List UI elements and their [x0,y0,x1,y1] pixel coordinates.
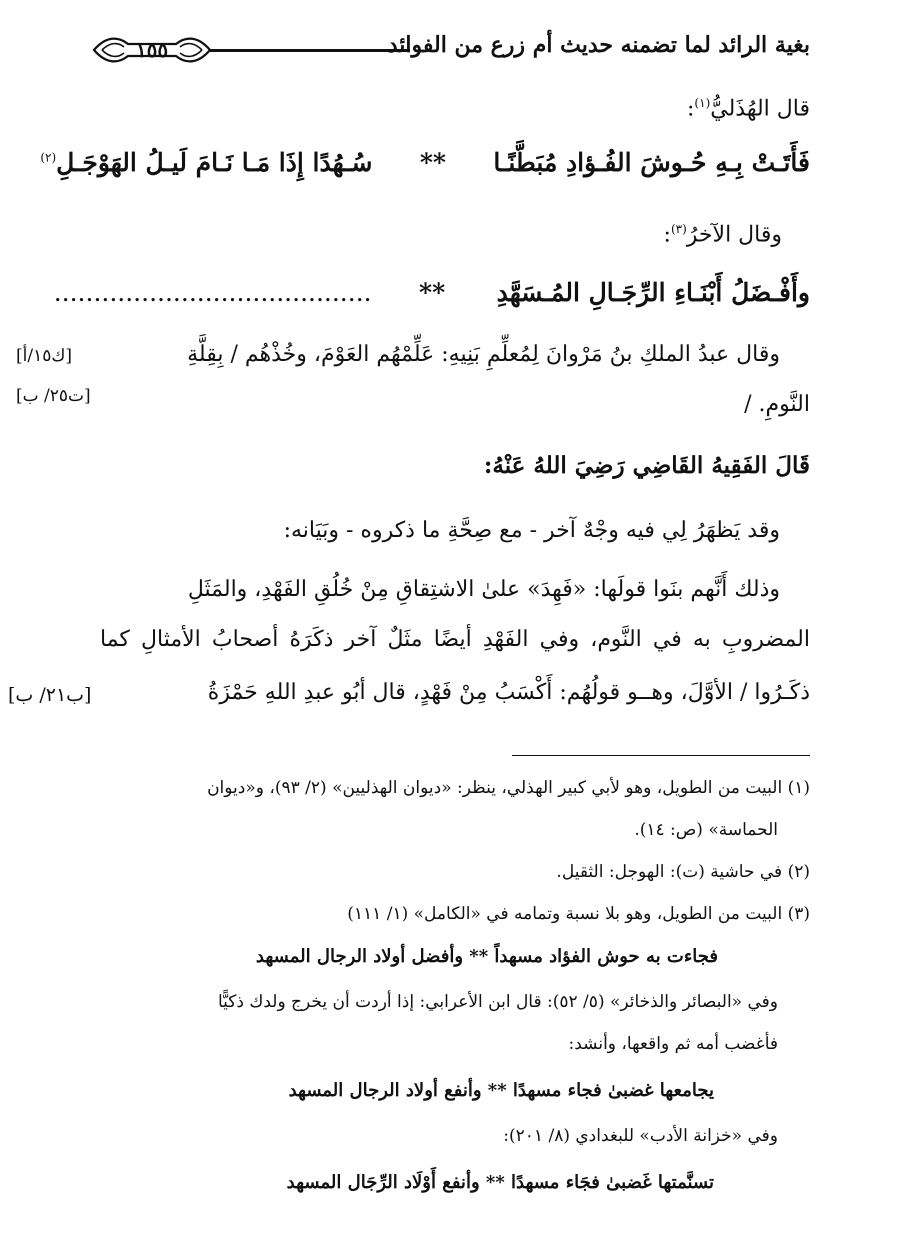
footnote-3-verse-2: يجامعها غضبىٰ فجاء مسهدًا ** وأنفع أولاد الرجال المسهد [288,1080,714,1101]
para-3-line-1: وذلك أَنَّهم بنَوا قولَها: «فَهِدَ» علىٰ الاشتِقاقِ مِنْ خُلُقِ الفَهْدِ، والمَثَلِ [187,577,780,602]
para-1-line-2: النَّومِ. / [744,392,810,417]
intro-line-1 [687,96,810,121]
section-heading: قَالَ الفَقِيهُ القَاضِي رَضِيَ اللهُ عَنْهُ: [483,452,810,479]
intro-line-2 [664,222,782,247]
verse-1-left-hemistich: سُـهُدًا إِذَا مَـا نَـامَ لَيـلُ الهَوْجَـلِ [56,148,373,177]
verse-2-separator: ** [419,278,446,307]
intro-2-text: وقال الآخرُ [686,222,782,248]
margin-ref-t: [ت٢٥/ ب] [16,386,91,406]
footnote-3-line-2: وفي «البصائر والذخائر» (٥/ ٥٢): قال ابن الأعرابي: إذا أردت أن يخرج ولدك ذكيًّا [217,992,778,1012]
footnote-2: (٢) في حاشية (ت): الهوجل: الثقيل. [556,862,810,882]
margin-ref-b: [ب٢١/ ب] [8,684,92,706]
para-1-line-1: وقال عبدُ الملكِ بنُ مَرْوانَ لِمُعلِّمِ بَنِيهِ: عَلِّمْهُم العَوْمَ، وخُذْهُم / بِقِلَّةِ [187,342,780,367]
footnote-3-line-1: (٣) البيت من الطويل، وهو بلا نسبة وتمامه في «الكامل» (١/ ١١١) [347,904,810,924]
footnote-3-verse-1: فجاءت به حوش الفؤاد مسهداً ** وأفضل أولاد الرجال المسهد [255,946,718,967]
footnote-1-line-1: (١) البيت من الطويل، وهو لأبي كبير الهذلي، ينظر: «ديوان الهذليين» (٢/ ٩٣)، و«ديوان [207,778,810,798]
footnote-separator [512,755,810,756]
page-number: ١٥٥ [135,38,169,62]
para-2: وقد يَظهَرُ لِي فيه وجْهٌ آخر - مع صِحَّةِ ما ذكروه - وبَيَانه: [283,518,780,543]
header-rule [210,49,410,52]
footnote-ref-2: (٢) [40,150,57,165]
footnote-1-line-2: الحماسة» (ص: ١٤). [634,820,778,840]
verse-1 [40,148,810,177]
para-3-line-2: المضروبِ به في النَّوم، وفي الفَهْدِ أيضًا مثَلٌ آخر ذكَرَهُ أصحابُ الأمثالِ كما [100,627,810,652]
book-title: بغية الرائد لما تضمنه حديث أم زرع من الفوائد [387,32,810,58]
verse-2-dots: ........................................ [53,278,372,307]
running-header [92,30,810,70]
footnote-3-verse-3: تسنَّمتها غَضبىٰ فجَاء مسهدًا ** وأنفع أَوْلَاد الرِّجَال المسهد [286,1172,714,1193]
intro-1-colon: : [687,96,695,122]
footnote-3-line-4: وفي «خزانة الأدب» للبغدادي (٨/ ٢٠١): [503,1126,778,1146]
verse-1-right-hemistich: فَأَتَـتْ بِـهِ حُـوشَ الفُـؤادِ مُبَطَّنًـا [493,148,810,177]
margin-ref-k: [ك١٥/أ] [16,346,73,366]
footnote-ref-1: (١) [694,96,711,110]
footnote-3-line-3: فأغضب أمه ثم واقعها، وأنشد: [568,1034,778,1054]
verse-2-right-hemistich: وأَفْـضَلُ أَبْنَـاءِ الرِّجَـالِ المُـسَهَّدِ [496,278,810,307]
intro-1-text: قال الهُذَليُّ [710,96,810,122]
verse-1-separator: ** [419,148,446,177]
para-3-line-3: ذكَـرُوا / الأوَّلَ، وهــو قولُهُم: أَكْسَبُ مِنْ فَهْدٍ، قال أبُو عبدِ اللهِ حَمْزَةُ [207,680,810,705]
verse-2 [54,278,810,307]
footnote-ref-3: (٣) [670,222,687,236]
intro-2-colon: : [663,222,671,248]
